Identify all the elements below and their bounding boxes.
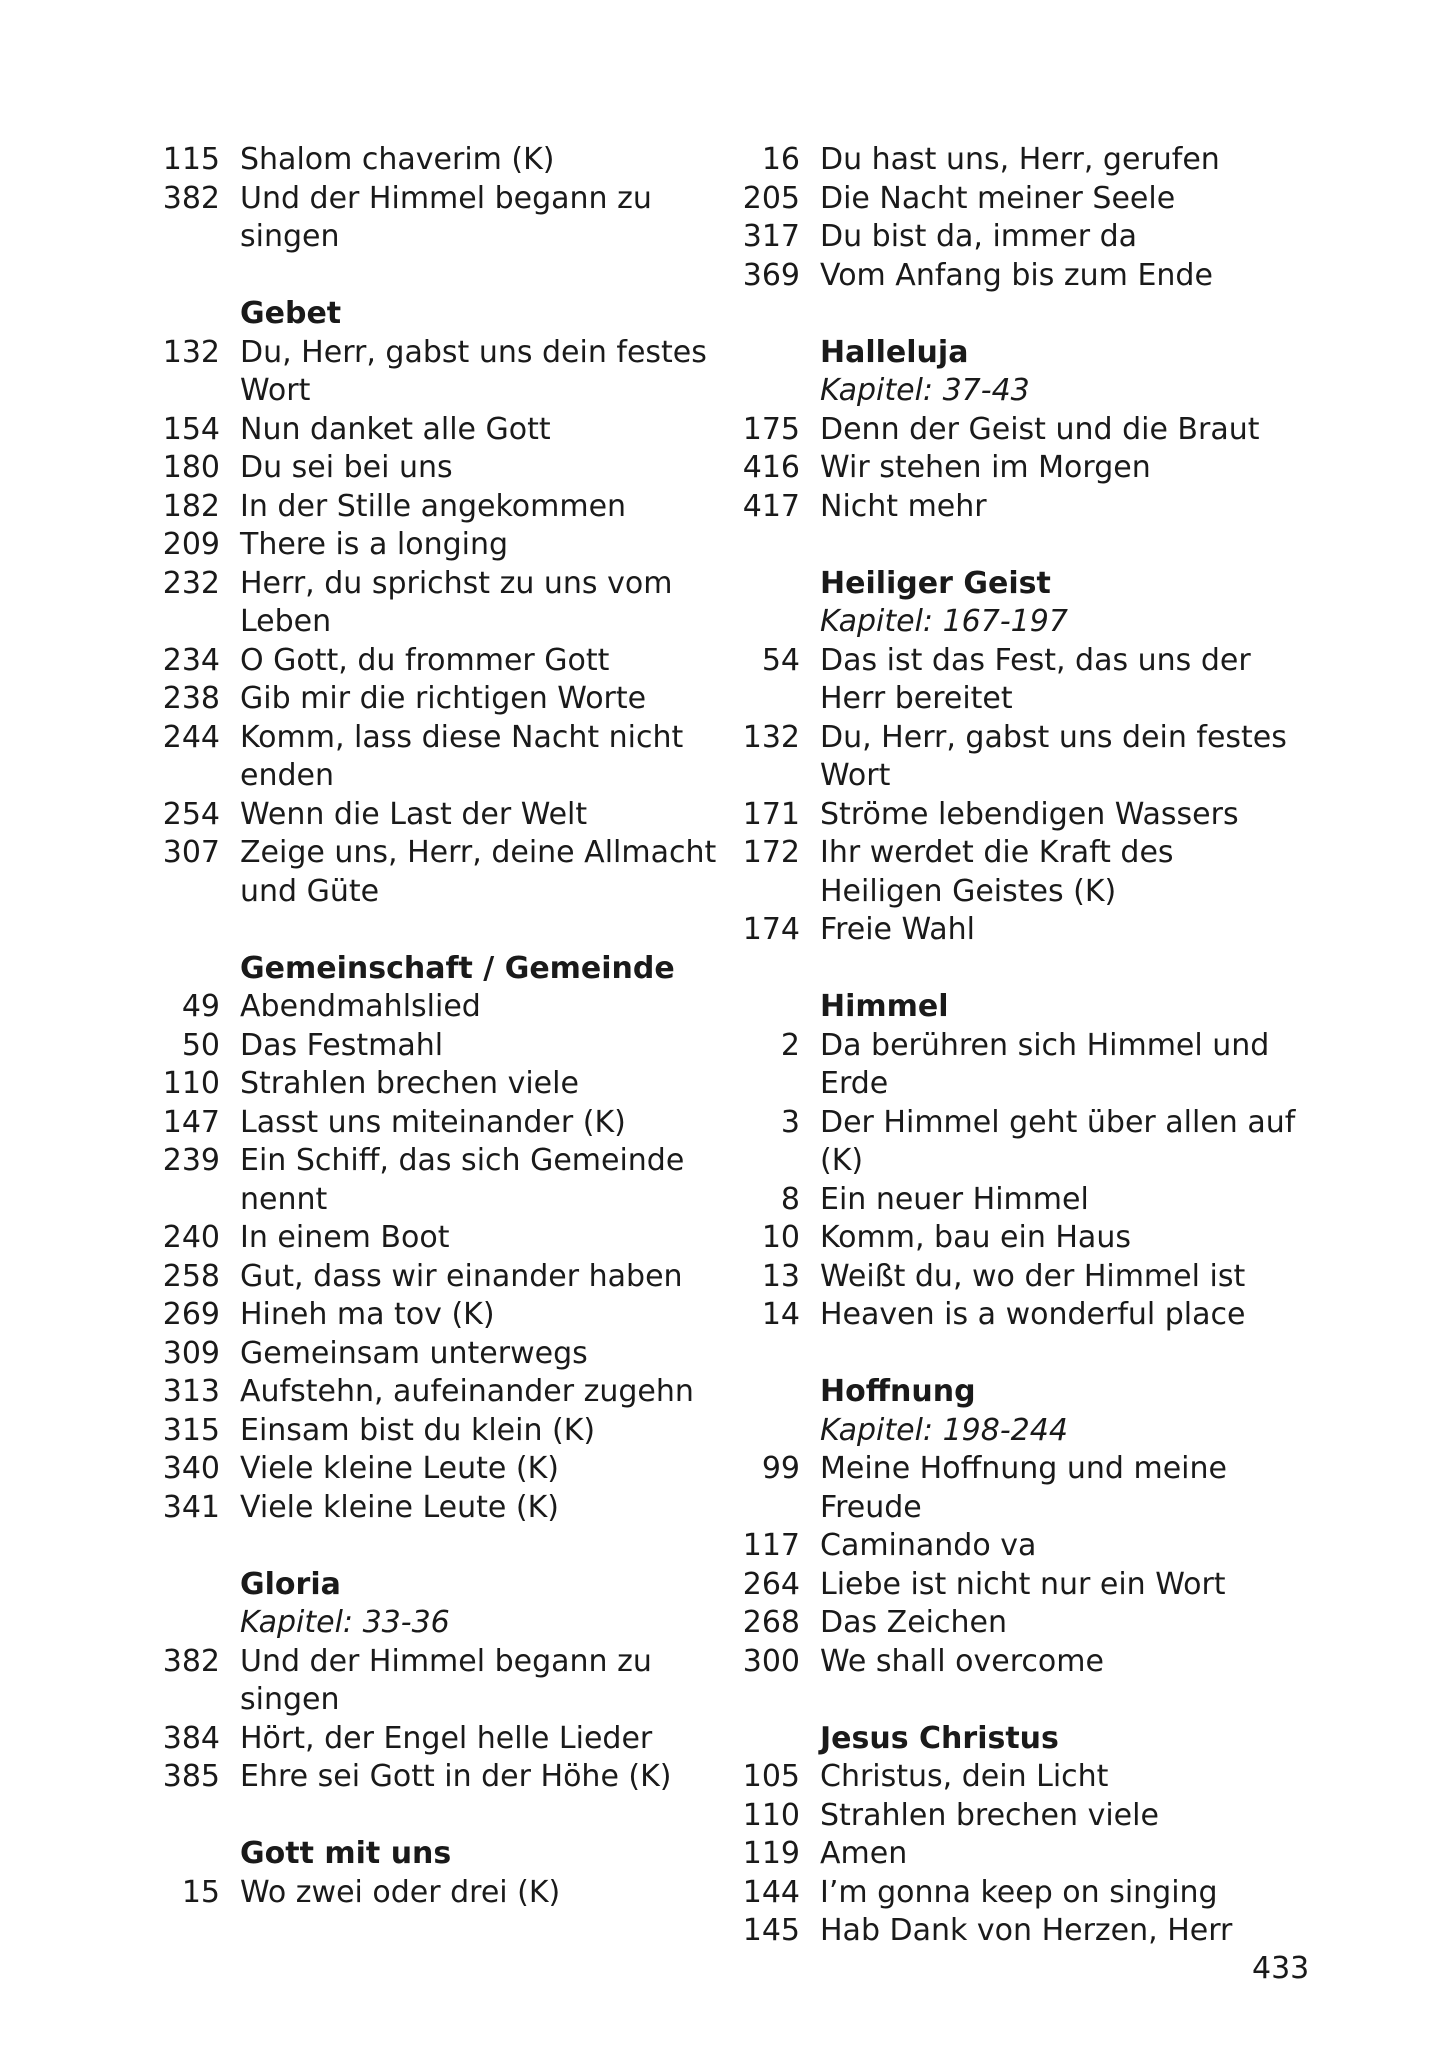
index-entry bbox=[158, 1412, 718, 1451]
song-title: Meine Hoffnung und meine Freude bbox=[820, 1451, 1227, 1525]
index-entry bbox=[158, 642, 718, 681]
song-number: 16 bbox=[761, 142, 800, 177]
song-title: Einsam bist du klein (K) bbox=[240, 1412, 596, 1448]
index-entry bbox=[738, 1296, 1298, 1335]
section-halleluja bbox=[738, 334, 1298, 527]
song-title: Komm, lass diese Nacht nicht enden bbox=[240, 719, 684, 793]
song-number: 15 bbox=[181, 1874, 220, 1910]
index-entry bbox=[738, 1643, 1298, 1682]
song-title: There is a longing bbox=[240, 527, 509, 562]
song-title: Liebe ist nicht nur ein Wort bbox=[820, 1566, 1226, 1602]
song-title: Hab Dank von Herzen, Herr bbox=[820, 1913, 1233, 1948]
song-number: 382 bbox=[162, 180, 220, 216]
index-entry bbox=[158, 1142, 718, 1219]
song-title: Du sei bei uns bbox=[240, 450, 453, 485]
index-entry bbox=[158, 1065, 718, 1104]
index-entry bbox=[158, 796, 718, 835]
song-title: Und der Himmel begann zu singen bbox=[240, 180, 652, 254]
index-entry bbox=[158, 1643, 718, 1720]
index-entry bbox=[158, 565, 718, 642]
song-number: 154 bbox=[162, 411, 220, 447]
song-title: Wir stehen im Morgen bbox=[820, 450, 1151, 485]
song-number: 234 bbox=[162, 642, 220, 678]
song-number: 171 bbox=[742, 796, 800, 832]
song-number: 145 bbox=[742, 1913, 800, 1948]
index-entry bbox=[738, 796, 1298, 835]
song-title: Wo zwei oder drei (K) bbox=[240, 1874, 561, 1910]
index-entry bbox=[158, 1258, 718, 1297]
song-number: 2 bbox=[780, 1027, 800, 1063]
index-entry bbox=[738, 1027, 1298, 1104]
song-number: 119 bbox=[742, 1836, 800, 1871]
index-entry bbox=[158, 1373, 718, 1412]
song-number: 384 bbox=[162, 1720, 220, 1756]
index-entry bbox=[738, 1219, 1298, 1258]
index-entry bbox=[738, 1450, 1298, 1527]
song-number: 300 bbox=[742, 1643, 800, 1679]
index-entry bbox=[738, 834, 1298, 911]
song-number: 115 bbox=[162, 142, 220, 177]
song-title: Ihr werdet die Kraft des Heiligen Geistes (K) bbox=[820, 835, 1174, 909]
index-entry bbox=[158, 1104, 718, 1143]
song-number: 264 bbox=[742, 1566, 800, 1602]
song-title: Du, Herr, gabst uns dein festes Wort bbox=[820, 719, 1287, 793]
section-continued bbox=[738, 141, 1298, 295]
song-number: 317 bbox=[742, 219, 800, 254]
section-gemeinschaft-gemeinde bbox=[158, 950, 718, 1528]
song-number: 110 bbox=[742, 1797, 800, 1833]
song-title: Gib mir die richtigen Worte bbox=[240, 681, 647, 716]
index-entry bbox=[158, 449, 718, 488]
song-number: 307 bbox=[162, 835, 220, 870]
song-number: 10 bbox=[761, 1220, 800, 1255]
song-title: Ein neuer Himmel bbox=[820, 1181, 1089, 1217]
song-number: 369 bbox=[742, 257, 800, 293]
index-entry bbox=[158, 1450, 718, 1489]
song-title: Ein Schiff, das sich Gemeinde nennt bbox=[240, 1143, 685, 1217]
song-number: 232 bbox=[162, 565, 220, 601]
song-number: 254 bbox=[162, 796, 220, 832]
song-title: I’m gonna keep on singing bbox=[820, 1874, 1218, 1910]
index-entry bbox=[158, 1335, 718, 1374]
song-title: Viele kleine Leute (K) bbox=[240, 1489, 559, 1525]
section-heading: Hoffnung bbox=[820, 1374, 976, 1409]
index-entry bbox=[158, 526, 718, 565]
chapter-reference: Kapitel: 198-244 bbox=[820, 1412, 1068, 1448]
index-entry bbox=[158, 1027, 718, 1066]
song-number: 99 bbox=[761, 1451, 800, 1486]
song-title: O Gott, du frommer Gott bbox=[240, 642, 610, 678]
index-entry bbox=[738, 1912, 1298, 1951]
section-heading: Jesus Christus bbox=[820, 1720, 1059, 1756]
section-heading: Himmel bbox=[820, 989, 949, 1024]
section-hoffnung bbox=[738, 1373, 1298, 1681]
index-entry bbox=[158, 1758, 718, 1797]
song-number: 239 bbox=[162, 1143, 220, 1178]
index-entry bbox=[738, 449, 1298, 488]
index-entry bbox=[738, 141, 1298, 180]
song-title: Herr, du sprichst zu uns vom Leben bbox=[240, 565, 673, 639]
page-number: 433 bbox=[1252, 1951, 1310, 1986]
song-number: 341 bbox=[162, 1489, 220, 1525]
song-number: 110 bbox=[162, 1066, 220, 1101]
song-title: Das Zeichen bbox=[820, 1605, 1007, 1640]
index-entry bbox=[158, 411, 718, 450]
song-title: Gemeinsam unterwegs bbox=[240, 1335, 588, 1371]
index-entry bbox=[738, 1835, 1298, 1874]
index-entry bbox=[738, 180, 1298, 219]
song-number: 340 bbox=[162, 1451, 220, 1486]
song-title: In der Stille angekommen bbox=[240, 488, 627, 524]
chapter-reference: Kapitel: 37-43 bbox=[820, 373, 1030, 408]
song-number: 117 bbox=[742, 1528, 800, 1563]
song-title: Weißt du, wo der Himmel ist bbox=[820, 1258, 1246, 1294]
song-number: 240 bbox=[162, 1220, 220, 1255]
section-jesus-christus bbox=[738, 1720, 1298, 1951]
chapter-reference: Kapitel: 33-36 bbox=[240, 1605, 450, 1640]
song-number: 417 bbox=[742, 488, 800, 524]
song-title: Die Nacht meiner Seele bbox=[820, 180, 1176, 216]
index-entry bbox=[738, 642, 1298, 719]
song-title: Caminando va bbox=[820, 1528, 1037, 1563]
section-heading: Gemeinschaft / Gemeinde bbox=[240, 950, 675, 986]
song-title: Du, Herr, gabst uns dein festes Wort bbox=[240, 334, 707, 408]
song-title: Vom Anfang bis zum Ende bbox=[820, 257, 1213, 293]
song-number: 14 bbox=[761, 1297, 800, 1332]
index-entry bbox=[158, 141, 718, 180]
song-number: 309 bbox=[162, 1335, 220, 1371]
song-number: 54 bbox=[761, 642, 800, 678]
song-number: 244 bbox=[162, 719, 220, 755]
song-title: Das ist das Fest, das uns der Herr bereitet bbox=[820, 642, 1251, 716]
song-number: 144 bbox=[742, 1874, 800, 1910]
song-title: Da berühren sich Himmel und Erde bbox=[820, 1027, 1270, 1101]
song-title: Strahlen brechen viele bbox=[240, 1066, 579, 1101]
section-heading: Gloria bbox=[240, 1566, 341, 1602]
index-entry bbox=[158, 180, 718, 257]
section-gebet bbox=[158, 295, 718, 911]
index-entry bbox=[158, 1489, 718, 1528]
index-entry bbox=[738, 1797, 1298, 1836]
song-number: 132 bbox=[742, 719, 800, 755]
index-entry bbox=[158, 719, 718, 796]
song-number: 132 bbox=[162, 334, 220, 370]
index-entry bbox=[158, 1219, 718, 1258]
index-entry bbox=[738, 1566, 1298, 1605]
song-title: Denn der Geist und die Braut bbox=[820, 411, 1260, 447]
song-title: Das Festmahl bbox=[240, 1027, 444, 1063]
section-heading: Gott mit uns bbox=[240, 1836, 452, 1871]
index-entry bbox=[738, 1604, 1298, 1643]
song-number: 105 bbox=[742, 1759, 800, 1794]
index-entry bbox=[158, 834, 718, 911]
section-gloria bbox=[158, 1566, 718, 1797]
index-entry bbox=[738, 1258, 1298, 1297]
section-heading: Heiliger Geist bbox=[820, 565, 1051, 601]
song-title: We shall overcome bbox=[820, 1643, 1104, 1679]
index-entry bbox=[738, 257, 1298, 296]
song-title: Freie Wahl bbox=[820, 912, 976, 947]
index-entry bbox=[738, 911, 1298, 950]
index-entry bbox=[738, 719, 1298, 796]
song-title: In einem Boot bbox=[240, 1220, 450, 1255]
song-title: Gut, dass wir einander haben bbox=[240, 1258, 683, 1294]
song-number: 172 bbox=[742, 835, 800, 870]
index-entry bbox=[738, 218, 1298, 257]
right-column bbox=[738, 141, 1298, 1951]
song-title: Und der Himmel begann zu singen bbox=[240, 1643, 652, 1717]
song-title: Strahlen brechen viele bbox=[820, 1797, 1159, 1833]
song-number: 175 bbox=[742, 411, 800, 447]
section-heiliger-geist bbox=[738, 565, 1298, 950]
index-entry bbox=[738, 1181, 1298, 1220]
song-number: 49 bbox=[181, 989, 220, 1024]
song-number: 315 bbox=[162, 1412, 220, 1448]
section-heading: Halleluja bbox=[820, 334, 969, 370]
index-entry bbox=[738, 1758, 1298, 1797]
song-number: 182 bbox=[162, 488, 220, 524]
song-title: Ströme lebendigen Wassers bbox=[820, 796, 1239, 832]
song-title: Lasst uns miteinander (K) bbox=[240, 1104, 626, 1140]
song-number: 13 bbox=[761, 1258, 800, 1294]
song-title: Shalom chaverim (K) bbox=[240, 142, 555, 177]
song-title: Hineh ma tov (K) bbox=[240, 1297, 495, 1332]
song-number: 174 bbox=[742, 912, 800, 947]
section-gott-mit-uns bbox=[158, 1835, 718, 1912]
index-entry bbox=[158, 1720, 718, 1759]
song-number: 385 bbox=[162, 1759, 220, 1794]
song-number: 3 bbox=[780, 1104, 800, 1140]
section-continued bbox=[158, 141, 718, 257]
song-title: Du hast uns, Herr, gerufen bbox=[820, 142, 1220, 177]
song-number: 269 bbox=[162, 1297, 220, 1332]
index-entry bbox=[158, 988, 718, 1027]
song-number: 382 bbox=[162, 1643, 220, 1679]
song-title: Aufstehn, aufeinander zugehn bbox=[240, 1374, 694, 1409]
section-heading: Gebet bbox=[240, 296, 342, 331]
song-title: Viele kleine Leute (K) bbox=[240, 1451, 559, 1486]
song-title: Abendmahlslied bbox=[240, 989, 481, 1024]
song-title: Wenn die Last der Welt bbox=[240, 796, 588, 832]
index-entry bbox=[738, 1104, 1298, 1181]
song-title: Hört, der Engel helle Lieder bbox=[240, 1720, 653, 1756]
song-title: Ehre sei Gott in der Höhe (K) bbox=[240, 1759, 672, 1794]
index-entry bbox=[158, 680, 718, 719]
left-column bbox=[158, 141, 718, 1912]
song-number: 416 bbox=[742, 450, 800, 485]
index-entry bbox=[738, 1874, 1298, 1913]
index-entry bbox=[158, 334, 718, 411]
song-title: Amen bbox=[820, 1836, 908, 1871]
song-number: 209 bbox=[162, 527, 220, 562]
song-title: Komm, bau ein Haus bbox=[820, 1220, 1131, 1255]
song-number: 268 bbox=[742, 1605, 800, 1640]
song-number: 238 bbox=[162, 681, 220, 716]
index-entry bbox=[158, 1874, 718, 1913]
song-title: Zeige uns, Herr, deine Allmacht und Güte bbox=[240, 835, 717, 909]
index-entry bbox=[158, 1296, 718, 1335]
index-entry bbox=[158, 488, 718, 527]
song-title: Nicht mehr bbox=[820, 488, 987, 524]
song-number: 313 bbox=[162, 1374, 220, 1409]
song-title: Christus, dein Licht bbox=[820, 1759, 1109, 1794]
song-number: 258 bbox=[162, 1258, 220, 1294]
index-entry bbox=[738, 1527, 1298, 1566]
song-title: Du bist da, immer da bbox=[820, 219, 1137, 254]
chapter-reference: Kapitel: 167-197 bbox=[820, 604, 1068, 639]
song-number: 180 bbox=[162, 450, 220, 485]
song-number: 50 bbox=[181, 1027, 220, 1063]
song-number: 8 bbox=[780, 1181, 800, 1217]
song-title: Nun danket alle Gott bbox=[240, 411, 551, 447]
section-himmel bbox=[738, 988, 1298, 1335]
song-title: Der Himmel geht über allen auf (K) bbox=[820, 1104, 1296, 1178]
index-entry bbox=[738, 411, 1298, 450]
song-number: 205 bbox=[742, 180, 800, 216]
index-entry bbox=[738, 488, 1298, 527]
song-title: Heaven is a wonderful place bbox=[820, 1297, 1246, 1332]
song-number: 147 bbox=[162, 1104, 220, 1140]
